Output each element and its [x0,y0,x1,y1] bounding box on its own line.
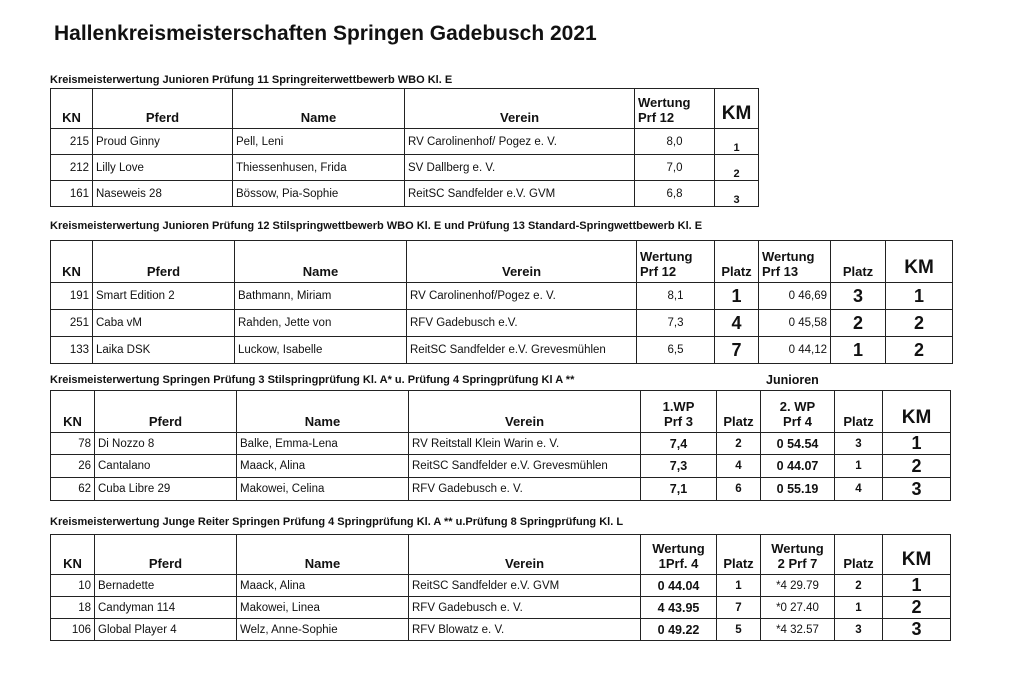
header-verein: Verein [407,241,637,283]
results-table-4 [50,534,951,641]
cell-wertung-1: 7,4 [641,433,717,455]
cell-wertung-1: 8,1 [637,283,715,310]
header-wertung-2: 2. WP Prf 4 [761,391,835,433]
table-row [51,129,759,155]
cell-kn: 161 [51,181,93,207]
header-platz-2: Platz [835,535,883,575]
cell-wertung-1: 7,3 [641,455,717,478]
cell-kn: 106 [51,619,95,641]
cell-pferd: Smart Edition 2 [93,283,235,310]
cell-verein: ReitSC Sandfelder e.V. GVM [405,181,635,207]
header-km: KM [715,89,759,129]
cell-verein: RV Carolinenhof/Pogez e. V. [407,283,637,310]
cell-pferd: Cantalano [95,455,237,478]
cell-pferd: Cuba Libre 29 [95,478,237,501]
header-kn: KN [51,535,95,575]
header-verein: Verein [405,89,635,129]
header-wertung-2: Wertung Prf 13 [759,241,831,283]
header-name: Name [233,89,405,129]
table-row [51,310,953,337]
cell-name: Balke, Emma-Lena [237,433,409,455]
cell-kn: 191 [51,283,93,310]
header-platz-1: Platz [715,241,759,283]
cell-name: Bathmann, Miriam [235,283,407,310]
cell-wertung-2: *4 32.57 [761,619,835,641]
header-platz-2: Platz [835,391,883,433]
header-name: Name [237,391,409,433]
cell-km: 3 [715,181,759,207]
section-3-heading: Kreismeisterwertung Springen Prüfung 3 Stilspringprüfung Kl. A* u. Prüfung 4 Springprüfung Kl A ** [50,374,575,386]
cell-wertung-1: 0 49.22 [641,619,717,641]
cell-verein: ReitSC Sandfelder e.V. GVM [409,575,641,597]
header-name: Name [237,535,409,575]
cell-pferd: Laika DSK [93,337,235,364]
cell-platz-1: 5 [717,619,761,641]
header-pferd: Pferd [95,535,237,575]
table-row [51,433,951,455]
cell-wertung-2: *4 29.79 [761,575,835,597]
cell-kn: 251 [51,310,93,337]
cell-km: 2 [886,310,953,337]
results-table-2 [50,240,953,364]
cell-platz-2: 3 [831,283,886,310]
table-row [51,619,951,641]
cell-wertung: 6,8 [635,181,715,207]
header-kn: KN [51,241,93,283]
page-title: Hallenkreismeisterschaften Springen Gadebusch 2021 [54,22,597,45]
header-name: Name [235,241,407,283]
section-2-heading: Kreismeisterwertung Junioren Prüfung 12 Stilspringwettbewerb WBO Kl. E und Prüfung 13 Standard-Springwettbewerb Kl. E [50,220,703,232]
header-kn: KN [51,89,93,129]
cell-verein: RFV Gadebusch e. V. [409,478,641,501]
cell-verein: RV Reitstall Klein Warin e. V. [409,433,641,455]
header-wertung-2: Wertung 2 Prf 7 [761,535,835,575]
section-1-heading: Kreismeisterwertung Junioren Prüfung 11 Springreiterwettbewerb WBO Kl. E [50,74,453,86]
results-table-1 [50,88,759,207]
cell-wertung-1: 6,5 [637,337,715,364]
cell-wertung-1: 0 44.04 [641,575,717,597]
cell-pferd: Naseweis 28 [93,181,233,207]
table-row [51,181,759,207]
cell-platz-2: 2 [835,575,883,597]
cell-kn: 18 [51,597,95,619]
cell-pferd: Bernadette [95,575,237,597]
cell-platz-2: 1 [835,597,883,619]
header-wertung-1: Wertung Prf 12 [637,241,715,283]
cell-platz-2: 2 [831,310,886,337]
cell-wertung-2: 0 44.07 [761,455,835,478]
cell-platz-1: 4 [717,455,761,478]
cell-verein: RV Carolinenhof/ Pogez e. V. [405,129,635,155]
header-verein: Verein [409,535,641,575]
cell-platz-1: 1 [715,283,759,310]
table-row [51,155,759,181]
header-platz-1: Platz [717,535,761,575]
cell-km: 1 [715,129,759,155]
cell-name: Rahden, Jette von [235,310,407,337]
cell-platz-2: 1 [835,455,883,478]
cell-name: Maack, Alina [237,455,409,478]
cell-platz-1: 4 [715,310,759,337]
cell-wertung-1: 7,1 [641,478,717,501]
section-3-category: Junioren [766,373,819,387]
table-row [51,283,953,310]
header-platz-2: Platz [831,241,886,283]
cell-verein: RFV Gadebusch e.V. [407,310,637,337]
cell-verein: SV Dallberg e. V. [405,155,635,181]
cell-name: Bössow, Pia-Sophie [233,181,405,207]
table-row [51,575,951,597]
cell-verein: RFV Gadebusch e. V. [409,597,641,619]
cell-verein: ReitSC Sandfelder e.V. Grevesmühlen [409,455,641,478]
cell-pferd: Candyman 114 [95,597,237,619]
cell-km: 3 [883,478,951,501]
cell-kn: 212 [51,155,93,181]
cell-km: 2 [883,455,951,478]
cell-km: 3 [883,619,951,641]
cell-platz-1: 1 [717,575,761,597]
cell-km: 1 [883,433,951,455]
table-row [51,337,953,364]
cell-verein: RFV Blowatz e. V. [409,619,641,641]
header-pferd: Pferd [93,89,233,129]
cell-platz-1: 7 [717,597,761,619]
header-platz-1: Platz [717,391,761,433]
header-km: KM [886,241,953,283]
cell-name: Thiessenhusen, Frida [233,155,405,181]
header-pferd: Pferd [93,241,235,283]
cell-wertung-2: 0 45,58 [759,310,831,337]
cell-name: Makowei, Linea [237,597,409,619]
cell-wertung-2: 0 44,12 [759,337,831,364]
cell-wertung-2: 0 54.54 [761,433,835,455]
cell-platz-2: 4 [835,478,883,501]
cell-km: 1 [883,575,951,597]
cell-wertung-2: 0 46,69 [759,283,831,310]
cell-platz-1: 6 [717,478,761,501]
cell-wertung-2: 0 55.19 [761,478,835,501]
cell-name: Pell, Leni [233,129,405,155]
cell-pferd: Caba vM [93,310,235,337]
cell-kn: 133 [51,337,93,364]
header-wertung-1: Wertung 1Prf. 4 [641,535,717,575]
cell-wertung-1: 4 43.95 [641,597,717,619]
header-km: KM [883,535,951,575]
cell-platz-2: 1 [831,337,886,364]
cell-wertung: 8,0 [635,129,715,155]
cell-pferd: Di Nozzo 8 [95,433,237,455]
cell-name: Makowei, Celina [237,478,409,501]
cell-pferd: Global Player 4 [95,619,237,641]
cell-kn: 10 [51,575,95,597]
section-4-heading: Kreismeisterwertung Junge Reiter Springen Prüfung 4 Springprüfung Kl. A ** u.Prüfung 8 Springprüfung Kl. L [50,516,624,528]
header-pferd: Pferd [95,391,237,433]
cell-platz-2: 3 [835,619,883,641]
cell-km: 2 [715,155,759,181]
cell-name: Luckow, Isabelle [235,337,407,364]
cell-wertung-2: *0 27.40 [761,597,835,619]
header-verein: Verein [409,391,641,433]
header-kn: KN [51,391,95,433]
cell-platz-1: 2 [717,433,761,455]
cell-km: 2 [883,597,951,619]
cell-kn: 26 [51,455,95,478]
cell-pferd: Lilly Love [93,155,233,181]
cell-pferd: Proud Ginny [93,129,233,155]
header-km: KM [883,391,951,433]
cell-km: 2 [886,337,953,364]
cell-kn: 215 [51,129,93,155]
table-row [51,478,951,501]
cell-wertung: 7,0 [635,155,715,181]
cell-platz-2: 3 [835,433,883,455]
header-wertung-1: 1.WP Prf 3 [641,391,717,433]
results-table-3 [50,390,951,501]
table-row [51,455,951,478]
cell-verein: ReitSC Sandfelder e.V. Grevesmühlen [407,337,637,364]
cell-platz-1: 7 [715,337,759,364]
cell-wertung-1: 7,3 [637,310,715,337]
table-row [51,597,951,619]
cell-kn: 78 [51,433,95,455]
header-wertung: Wertung Prf 12 [635,89,715,129]
cell-kn: 62 [51,478,95,501]
cell-km: 1 [886,283,953,310]
cell-name: Maack, Alina [237,575,409,597]
cell-name: Welz, Anne-Sophie [237,619,409,641]
